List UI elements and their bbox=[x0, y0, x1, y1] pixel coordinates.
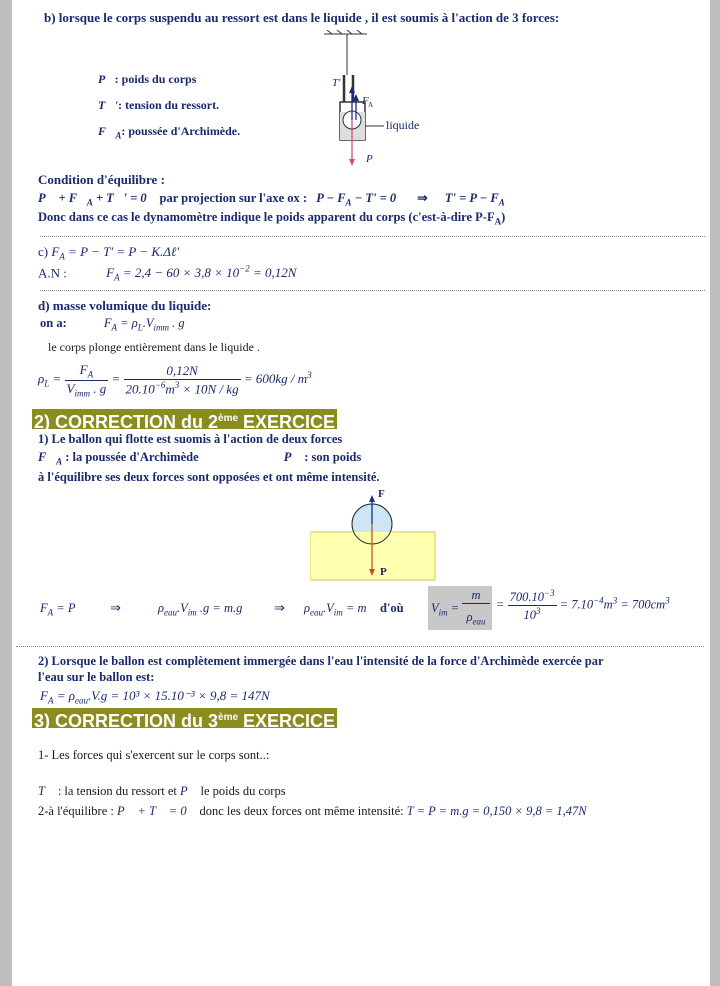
q2-text-2: l'eau sur le ballon est: bbox=[38, 670, 155, 684]
condition-title: Condition d'équilibre : bbox=[38, 172, 165, 187]
an-equation: A.N : $F_A = 2,4 - 60 \times 3,8 \times 10^{-2} = 0,12N$ bbox=[38, 264, 297, 283]
equilibre-text: à l'équilibre ses deux forces sont opposées et ont même intensité. bbox=[38, 470, 380, 484]
divider bbox=[40, 236, 705, 237]
implies-2: ⇒ bbox=[274, 600, 285, 615]
rho-formula: $\rho_L$ = $\frac{F_A}{V_{imm} . g}$ = $\frac{0,12N}{20.10^{-6}m^3 \times 10N / kg}$ = $600kg / m^3$ bbox=[38, 362, 312, 399]
part-d-ona: on a: $F_A = \rho_L.V_{imm}$ . g bbox=[40, 316, 185, 333]
legend-poids: P⃗: poids du corps bbox=[98, 72, 197, 86]
fa-eq-p: $F_A = P$ bbox=[40, 601, 76, 618]
q1-text: 1) Le ballon qui flotte est suomis à l'action de deux forces bbox=[38, 432, 343, 446]
vim-highlight-box: $V_{im}$ = m $\rho_{eau}$ bbox=[428, 586, 492, 630]
document-page bbox=[12, 0, 710, 986]
svg-text:A: A bbox=[368, 101, 374, 109]
s3-line-2: T⃗ : la tension du ressort et P⃗ le poids du corps bbox=[38, 784, 286, 798]
divider bbox=[40, 290, 705, 291]
fig-f-label: F bbox=[378, 488, 385, 500]
plonge-text: le corps plonge entièrement dans le liquide . bbox=[48, 340, 260, 354]
spring-liquid-figure bbox=[312, 30, 442, 170]
svg-text:P: P bbox=[366, 153, 373, 165]
fig-p-label: P bbox=[380, 566, 387, 578]
rho-v-eq: $\rho_{eau}.V_{im} = m$ bbox=[304, 601, 367, 618]
floating-ball-figure bbox=[310, 486, 440, 586]
donc-text: Donc dans ce cas le dynamomètre indique le poids apparent du corps (c'est-à-dire $P-F_A$) bbox=[38, 210, 506, 227]
q1-forces: $F⃗_A$ : la poussée d'Archimède P⃗ : son poids bbox=[38, 450, 362, 467]
s3-line-3: 2-à l'équilibre : P⃗ + T⃗ = 0⃗ donc les deux forces ont même intensité: T = P = m.g = 0,150 × 9,8 = 1,47N bbox=[38, 804, 587, 818]
svg-text:T': T' bbox=[332, 77, 341, 89]
dou-text: d'où bbox=[380, 601, 404, 615]
legend-tension: T⃗': tension du ressort. bbox=[98, 98, 220, 112]
part-c-equation: c) $F_A = P - T' = P$ − K.Δℓ' bbox=[38, 244, 180, 262]
s3-line-1: 1- Les forces qui s'exercent sur le corps sont..: bbox=[38, 748, 270, 762]
rho-v-g-eq: $\rho_{eau}.V_{im}$ .g = m.g bbox=[158, 601, 243, 618]
svg-text:F: F bbox=[362, 95, 369, 107]
q2-equation: $F_A = \rho_{eau}.V.g = 10^3 \times 15.10^{-3} \times 9,8 = 147N$ bbox=[40, 688, 270, 706]
q2-text: 2) Lorsque le ballon est complètement immergée dans l'eau l'intensité de la force d'Archimède exercée par bbox=[38, 654, 604, 668]
part-d-title: d) masse volumique du liquide: bbox=[38, 298, 212, 313]
condition-equation: P⃗ + $F⃗_A$ + T⃗' = 0⃗ par projection sur l'axe ox : $P - F_A - T' = 0$ ⇒ $T' = P - F_A$ bbox=[38, 191, 505, 208]
implies-1: ⇒ bbox=[110, 600, 121, 615]
legend-archimede: $F⃗_A$: poussée d'Archimède. bbox=[98, 124, 241, 141]
vim-result: = $\frac{700.10^{-3}}{10^3}$ = $7.10^{-4}m^3 = 700cm^3$ bbox=[496, 588, 670, 623]
liquide-label: liquide bbox=[386, 118, 420, 132]
part-b-title: b) lorsque le corps suspendu au ressort est dans le liquide , il est soumis à l'action de 3 forces: bbox=[44, 10, 560, 25]
divider bbox=[16, 646, 704, 647]
section-3-header: 3) CORRECTION du 3ème EXERCICE bbox=[32, 708, 337, 728]
section-2-header: 2) CORRECTION du 2ème EXERCICE bbox=[32, 409, 337, 429]
